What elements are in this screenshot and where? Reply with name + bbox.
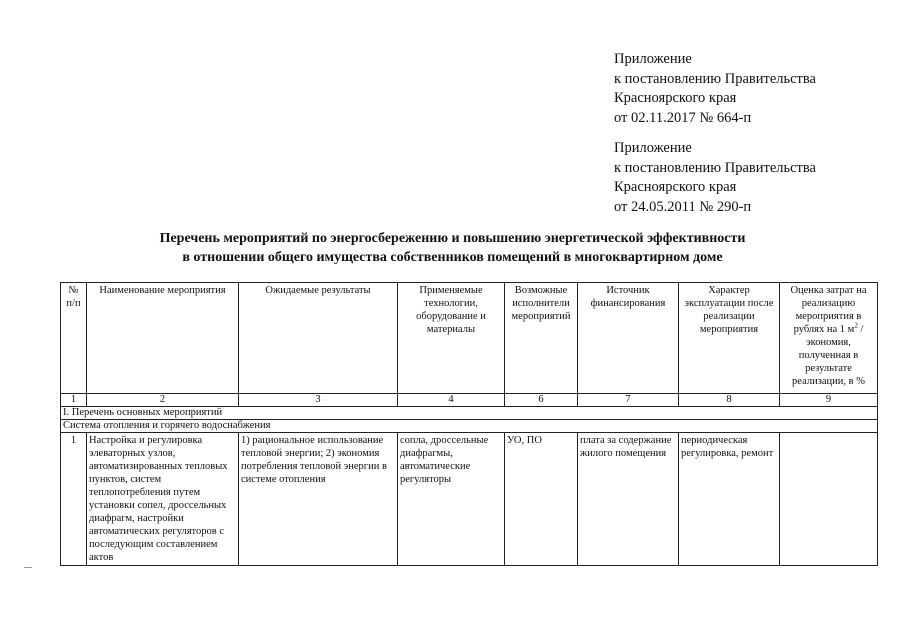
document-title [0,229,905,267]
column-number: 8 [679,394,780,407]
subsection-row [61,420,878,433]
column-numbers-row [61,394,878,407]
header-num: № п/п [61,283,87,394]
title-line-2: в отношении общего имущества собственников помещений в многоквартирном доме [182,250,723,265]
section-row [61,407,878,420]
row-results: 1) рациональное использование тепловой энергии; 2) экономия потребления тепловой энергии в системе отопления [239,433,398,566]
table-header-row [61,283,878,394]
appendix-2-line-2: к постановлению Правительства [614,159,816,176]
appendix-1-line-1: Приложение [614,51,692,67]
header-executors: Возможные исполнители мероприятий [505,283,578,394]
header-cost-part-2: / экономия, полученная в результате реализации, в % [792,324,865,387]
subsection-heading: Система отопления и горячего водоснабжения [61,420,878,433]
header-cost-superscript: 2 [854,321,858,330]
header-cost-part-1: Оценка затрат на реализацию мероприятия в рублях на 1 м [790,285,867,335]
row-name: Настройка и регулировка элеваторных узлов, автоматизированных тепловых пунктов, систем теплопотребления путем установки сопел, дроссельных диафрагм, настройки автоматических регуляторов с последующим составлением актов [87,433,239,566]
appendix-1-line-4: от 02.11.2017 № 664-п [614,109,752,126]
measures-table [60,282,878,566]
column-number: 6 [505,394,578,407]
appendix-2-line-1: Приложение [614,140,692,156]
header-source: Источник финансирования [578,283,679,394]
header-character: Характер эксплуатации после реализации мероприятия [679,283,780,394]
header-name: Наименование мероприятия [87,283,239,394]
row-executors: УО, ПО [505,433,578,566]
header-cost [780,283,878,394]
appendix-2-line-3: Красноярского края [614,179,737,195]
column-number: 7 [578,394,679,407]
title-line-1: Перечень мероприятий по энергосбережению и повышению энергетической эффективности [159,231,746,246]
header-tech: Применяемые технологии, оборудование и материалы [398,283,505,394]
table-row [61,433,878,566]
header-results: Ожидаемые результаты [239,283,398,394]
column-number: 2 [87,394,239,407]
appendix-1-line-3: Красноярского края [614,90,737,106]
column-number: 1 [61,394,87,407]
appendix-1-line-2: к постановлению Правительства [614,70,816,87]
column-number: 4 [398,394,505,407]
appendix-block-1 [614,50,816,128]
row-cost [780,433,878,566]
scan-speck [24,567,32,568]
appendix-block-2 [614,139,816,217]
column-number: 3 [239,394,398,407]
row-source: плата за содержание жилого помещения [578,433,679,566]
row-num: 1 [61,433,87,566]
appendix-2-line-4: от 24.05.2011 № 290-п [614,198,752,215]
row-tech: сопла, дроссельные диафрагмы, автоматические регуляторы [398,433,505,566]
column-number: 9 [780,394,878,407]
section-heading: I. Перечень основных мероприятий [61,407,878,420]
row-character: периодическая регулировка, ремонт [679,433,780,566]
